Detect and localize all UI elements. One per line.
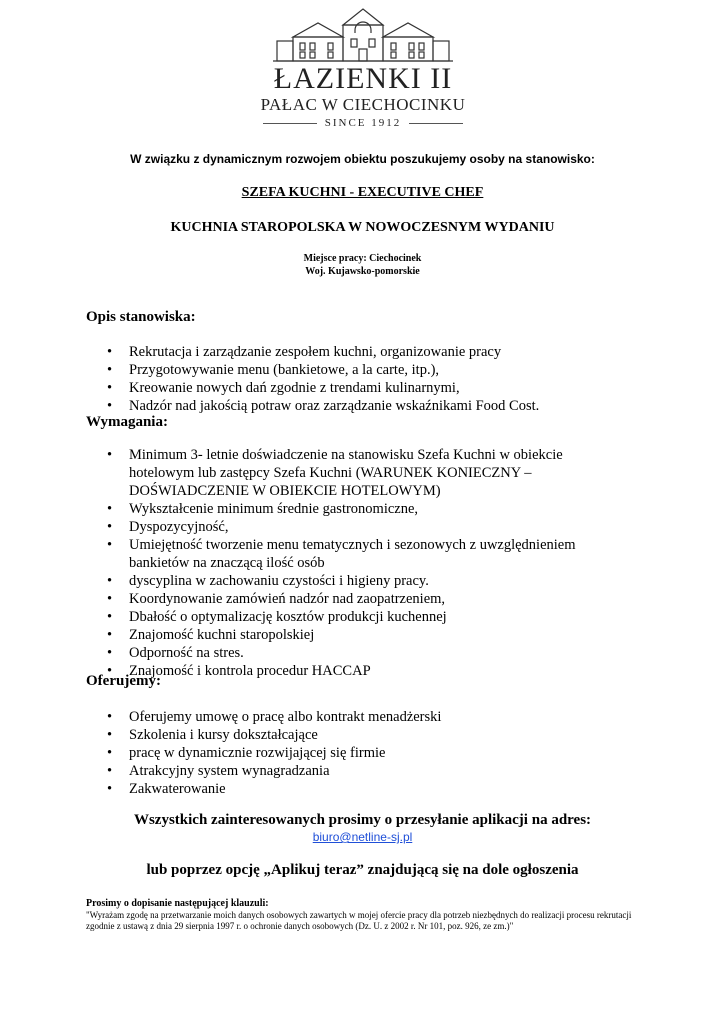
offer-list: [86, 708, 606, 798]
position-title: SZEFA KUCHNI - EXECUTIVE CHEF: [241, 185, 484, 200]
list-item: • Atrakcyjny system wynagradzania: [86, 762, 606, 780]
clause-heading: Prosimy o dopisanie następującej klauzuli:: [86, 898, 269, 909]
list-item: • Wykształcenie minimum średnie gastronomiczne,: [86, 500, 606, 518]
list-item: • Oferujemy umowę o pracę albo kontrakt menadżerski: [86, 708, 606, 726]
list-item: • Koordynowanie zamówień nadzór nad zaopatrzeniem,: [86, 590, 606, 608]
list-item: • Kreowanie nowych dań zgodnie z trendami kulinarnymi,: [86, 379, 606, 397]
brand-since-text: SINCE 1912: [317, 117, 410, 129]
list-item: • Znajomość i kontrola procedur HACCAP: [86, 662, 606, 680]
palace-building-icon: [273, 5, 453, 63]
list-item: • Dyspozycyjność,: [86, 518, 606, 536]
brand-name: ŁAZIENKI II: [273, 62, 453, 95]
requirements-heading: Wymagania:: [86, 414, 168, 430]
cuisine-title: KUCHNIA STAROPOLSKA W NOWOCZESNYM WYDANIU: [170, 220, 555, 235]
list-item: • Przygotowywanie menu (bankietowe, a la carte, itp.),: [86, 361, 606, 379]
list-item: • Minimum 3- letnie doświadczenie na stanowisku Szefa Kuchni w obiekcie hotelowym lub zastępcy Szefa Kuchni (WARUNEK KONIECZNY – DOŚWIADCZENIE W OBIEKCIE HOTELOWYM): [86, 446, 606, 500]
list-item: • Umiejętność tworzenie menu tematycznych i sezonowych z uwzględnieniem bankietów na znaczącą ilość osób: [86, 536, 606, 572]
application-request: Wszystkich zainteresowanych prosimy o przesyłanie aplikacji na adres:: [133, 812, 592, 828]
list-item: • Szkolenia i kursy dokształcające: [86, 726, 606, 744]
list-item: • pracę w dynamicznie rozwijającej się firmie: [86, 744, 606, 762]
location-region: Woj. Kujawsko-pomorskie: [305, 266, 420, 277]
apply-now-note: lub poprzez opcję „Aplikuj teraz” znajdującą się na dole ogłoszenia: [146, 862, 579, 878]
list-item: • Nadzór nad jakością potraw oraz zarządzanie wskaźnikami Food Cost.: [86, 397, 606, 415]
list-item: • Dbałość o optymalizację kosztów produkcji kuchennej: [86, 608, 606, 626]
email-link[interactable]: biuro@netline-sj.pl: [312, 830, 413, 844]
list-item: • Znajomość kuchni staropolskiej: [86, 626, 606, 644]
list-item: • Rekrutacja i zarządzanie zespołem kuchni, organizowanie pracy: [86, 343, 606, 361]
hotel-logo: [260, 5, 466, 129]
clause-text: "Wyrażam zgodę na przetwarzanie moich danych osobowych zawartych w mojej ofercie pracy dla potrzeb niezbędnych do realizacji procesu rekrutacji zgodnie z ustawą z dnia 29 sierpnia 1997 r. o ochronie danych osobowych (Dz. U. z 2002 r. Nr 101, poz. 926, ze zm.)": [86, 910, 632, 931]
brand-subtitle: PAŁAC W CIECHOCINKU: [260, 95, 466, 114]
list-item: • Odporność na stres.: [86, 644, 606, 662]
work-location: [0, 252, 725, 278]
brand-since: [263, 117, 463, 129]
description-list: [86, 343, 606, 415]
offer-heading: Oferujemy:: [86, 673, 161, 689]
intro-text: W związku z dynamicznym rozwojem obiektu poszukujemy osoby na stanowisko:: [130, 152, 595, 166]
location-city: Miejsce pracy: Ciechocinek: [303, 253, 422, 264]
requirements-list: [86, 446, 606, 680]
description-heading: Opis stanowiska:: [86, 309, 196, 325]
list-item: • Zakwaterowanie: [86, 780, 606, 798]
list-item: • dyscyplina w zachowaniu czystości i higieny pracy.: [86, 572, 606, 590]
